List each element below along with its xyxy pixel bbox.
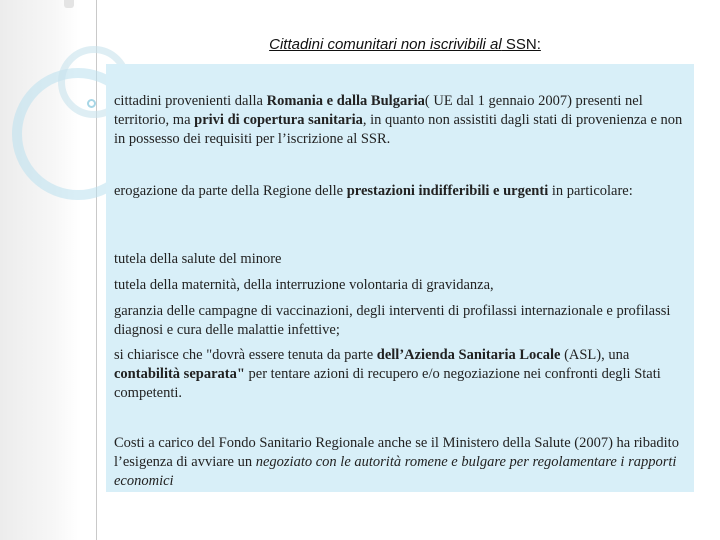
p6-text-c: (ASL), una <box>560 347 630 363</box>
p1-text-e: , in quanto non assistiti dagli stati di provenienza e non in possesso dei requisiti per l’iscrizione al SSR. <box>114 112 683 147</box>
bullet-dot-icon <box>87 99 96 108</box>
paragraph-costi-fondo <box>114 434 694 491</box>
paragraph-asl-contabilita <box>114 346 694 403</box>
p1-bold-coverage: privi di copertura sanitaria <box>194 112 363 128</box>
p1-text-a: cittadini provenienti dalla <box>114 93 267 109</box>
p1-bold-countries: Romania e dalla Bulgaria <box>266 93 425 109</box>
p6-text-a: si chiarisce che "dovrà essere tenuta da parte <box>114 347 377 363</box>
slide-title-main: Cittadini comunitari non iscrivibili al <box>269 36 502 53</box>
p1-text-c: ( UE dal 1 gennaio 2007) presenti nel territorio, ma <box>114 93 643 128</box>
paragraph-romania-bulgaria <box>114 92 694 149</box>
p2-text-a: erogazione da parte della Regione delle <box>114 183 347 199</box>
p7-italic-negoziato: negoziato con le autorità romene e bulgare per regolamentare i rapporti economici <box>114 454 677 489</box>
top-tab-decor <box>64 0 74 8</box>
paragraph-tutela-minore: tutela della salute del minore <box>114 251 282 267</box>
paragraph-erogazione <box>114 182 694 201</box>
slide-title <box>120 36 690 53</box>
p2-bold-prestazioni: prestazioni indifferibili e urgenti <box>346 183 549 199</box>
p6-text-e: per tentare azioni di recupero e/o negoziazione nei confronti degli Stati competenti. <box>114 366 661 401</box>
paragraph-tutela-maternita: tutela della maternità, della interruzione volontaria di gravidanza, <box>114 277 494 293</box>
paragraph-vaccinazioni: garanzia delle campagne di vaccinazioni, degli interventi di profilassi internazionale e profilassi diagnosi e cura delle malattie infettive; <box>114 303 671 338</box>
p6-bold-asl: dell’Azienda Sanitaria Locale <box>376 347 561 363</box>
p6-bold-contabilita: contabilità separata" <box>114 366 245 382</box>
p2-text-c: in particolare: <box>548 183 633 199</box>
p7-text-a: Costi a carico del Fondo Sanitario Regionale anche se il Ministero della Salute (2007) ha ribadito l’esigenza di avviare un <box>114 435 679 470</box>
slide-title-tail: SSN: <box>501 36 541 53</box>
